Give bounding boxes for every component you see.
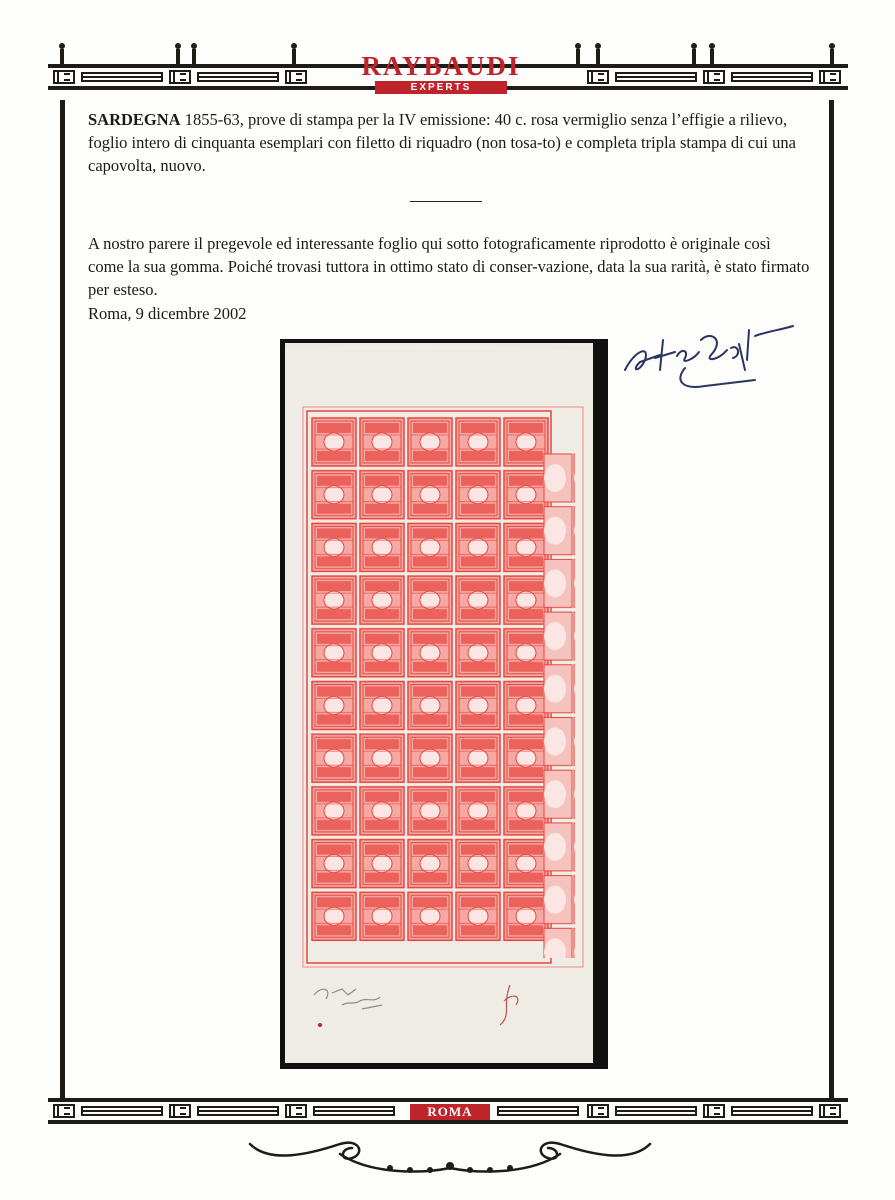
certificate-description [88,108,810,177]
brand-name: RAYBAUDI [361,51,521,81]
description-text: 1855-63, prove di stampa per la IV emissione: 40 c. rosa vermiglio senza l’effigie a rilievo, foglio intero di cinquanta esemplari con filetto di riquadro (non tosa-to) e completa tripla stampa di cui una capovolta, nuovo. [88,110,796,175]
flourish-ornament-icon [240,1124,660,1180]
section-divider [410,201,482,202]
opinion-text: A nostro parere il pregevole ed interessante foglio qui sotto fotograficamente riprodotto è originale così come la sua gomma. Poiché trovasi tuttora in ottimo stato di conser-vazione, data la sua rarità, è stato firmato per esteso. [88,234,810,299]
stamp-name: SARDEGNA [88,110,181,129]
pencil-notes [312,975,542,1035]
signature-icon [615,300,805,400]
brand-header [316,52,566,94]
stamp-sheet-image [285,343,593,1063]
brand-subtitle: EXPERTS [375,81,507,94]
left-frame-line [60,100,65,1100]
expert-opinion [88,232,810,301]
footer-city: ROMA [410,1104,490,1120]
place-date: Roma, 9 dicembre 2002 [88,304,247,323]
right-frame-line [829,100,834,1100]
